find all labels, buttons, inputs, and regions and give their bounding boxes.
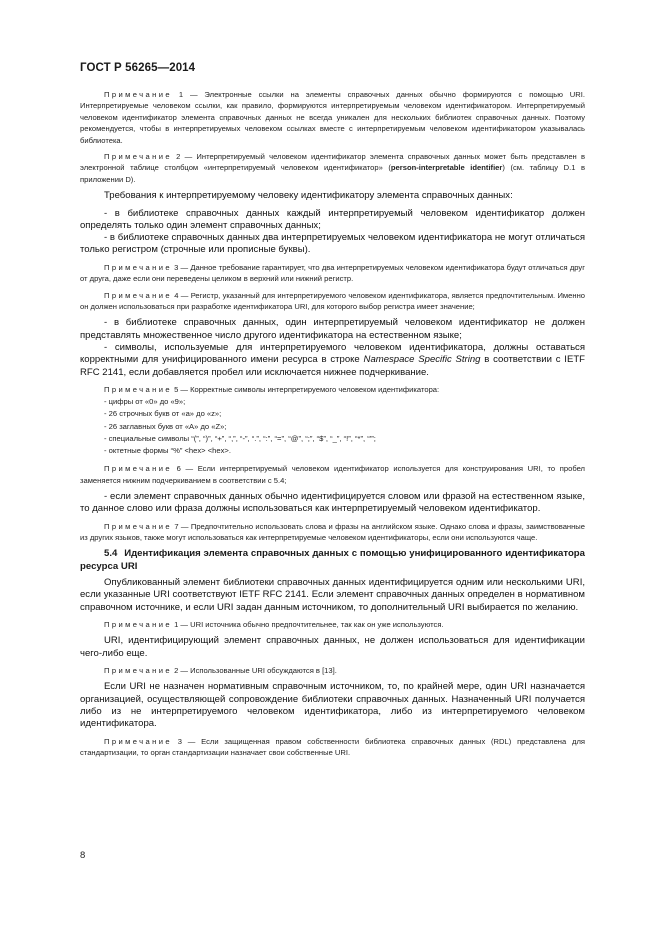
paragraph: URI, идентифицирующий элемент справочных данных, не должен использоваться для идентификации чего-либо еще. <box>80 635 585 659</box>
note-3 <box>80 262 585 285</box>
document-page <box>80 62 585 763</box>
note-label: Примечание <box>104 290 172 300</box>
note-label: Примечание <box>104 665 172 675</box>
paragraph: - в библиотеке справочных данных каждый интерпретируемый человеком идентификатор должен определять только один элемент справочных данных; <box>80 207 585 231</box>
list-item: - 26 заглавных букв от «A» до «Z»; <box>104 421 227 431</box>
note-2 <box>80 151 585 185</box>
note-label: Примечание <box>104 736 172 746</box>
note-text: 3 — Данное требование гарантирует, что два интерпретируемых человеком идентификатора будут отличаться друг от друга, даже если они переведены целиком в верхний или нижний регистр. <box>80 262 585 284</box>
note-text: 1 — Электронные ссылки на элементы справочных данных обычно формируются с помощью URI. Интерпретируемые человеком ссылки, как правило, формируются интерпретируемым человеком идентификатором. Интерпретируемый человеком идентификатор элемента справочных данных не всегда уникален для нескольких библиотек справочных данных. Поэтому рекомендуется, чтобы в интерпретируемых человеком ссылках вместе с интерпретируемым человеком идентификатором указывалась библиотека. <box>80 90 585 145</box>
note-label: Примечание <box>104 152 172 162</box>
paragraph: - в библиотеке справочных данных, один интерпретируемый человеком идентификатор не должен представлять множественное число другого идентификатора на естественном языке; <box>80 317 585 341</box>
note-text: 5 — Корректные символы интерпретируемого человеком идентификатора: <box>174 384 440 394</box>
note-5 <box>80 384 585 395</box>
paragraph: Опубликованный элемент библиотеки справочных данных идентифицируется одним или несколькими URI, если указанные URI соответствуют IETF RFC 2141. Если элемент справочных данных определен в нормативном справочном источнике, и если URI задан данным источником, то дополнительный URI выбирается по желанию. <box>80 577 585 613</box>
list-item: - специальные символы “(”, “)”, “+”, “,”, “-”, “.”, “:”, “=”, “@”, “;”, “$”, “_”, “!”, “*”, “'”; <box>104 433 376 443</box>
list-item: - цифры от «0» до «9»; <box>104 397 186 407</box>
note-label: Примечание <box>104 619 172 629</box>
note-label: Примечание <box>104 384 172 394</box>
paragraph: Если URI не назначен нормативным справочным источником, то, по крайней мере, один URI назначается организацией, осуществляющей сопровождение библиотеки справочных данных. Назначенный URI получается либо из не интерпретируемого человеком идентификатора, либо из интерпретируемого человеком идентификатора. <box>80 681 585 730</box>
italic-term: Namespace Specific String <box>363 354 481 366</box>
note-4 <box>80 290 585 313</box>
list-item: - 26 строчных букв от «а» до «z»; <box>104 409 222 419</box>
note-label: Примечание <box>104 464 172 474</box>
note-label: Примечание <box>104 262 172 272</box>
note-9 <box>80 665 585 676</box>
note-10 <box>80 736 585 759</box>
note-text: 2 — Интерпретируемый человеком идентификатор элемента справочных данных может быть представлен в электронной таблице столбцом «интерпретируемый человеком идентификатор» ( <box>80 152 585 173</box>
note-6 <box>80 463 585 486</box>
note-text: 1 — URI источника обычно предпочтительнее, так как он уже используются. <box>174 619 444 629</box>
note-text: ) (см. таблицу D.1 в приложении D). <box>80 163 585 184</box>
section-number: 5.4 <box>104 548 118 560</box>
note-8 <box>80 619 585 630</box>
note-text: 3 — Если защищенная правом собственности библиотека справочных данных (RDL) представлена для стандартизации, то орган стандартизации назначает свои собственные URI. <box>80 736 585 757</box>
paragraph-text: - символы, используемые для интерпретируемого человеком идентификатора, должны оставаться корректными для унифицированного имени ресурса в строке <box>80 341 585 366</box>
list-item: - октетные формы “%” <hex> <hex>. <box>104 446 231 456</box>
section-heading <box>80 548 585 573</box>
note-text: 2 — Использованные URI обсуждаются в [13]. <box>174 665 337 675</box>
paragraph-text: в соответствии с IETF RFC 2141, если добавляется пробел или исключается нижнее подчеркивание. <box>80 354 585 378</box>
note-1 <box>80 89 585 146</box>
document-header: ГОСТ Р 56265—2014 <box>80 62 196 74</box>
note-text: 4 — Регистр, указанный для интерпретируемого человеком идентификатора, является предпочтительным. Именно он должен использоваться при разработке идентификатора URI, для которого выбор регистра имеет значение; <box>80 290 585 311</box>
paragraph: - в библиотеке справочных данных два интерпретируемых человеком идентификатора не могут отличаться только регистром (строчные или прописные буквы). <box>80 232 585 256</box>
page-number: 8 <box>80 850 86 861</box>
note-label: Примечание <box>104 521 172 531</box>
english-term: person-interpretable identifier <box>390 163 503 173</box>
paragraph: Требования к интерпретируемому человеку идентификатору элемента справочных данных: <box>104 190 513 202</box>
section-title: Идентификация элемента справочных данных с помощью унифицированного идентификатора ресурса URI <box>80 548 585 572</box>
note-label: Примечание <box>104 90 172 99</box>
note-text: 7 — Предпочтительно использовать слова и фразы на английском языке. Однако слова и фразы, заимствованные из других языков, также могут использоваться как интерпретируемые человеком идентификаторы, если они используются чаще. <box>80 521 585 543</box>
paragraph: - если элемент справочных данных обычно идентифицируется словом или фразой на естественном языке, то данное слово или фраза должны использоваться как интерпретируемый человеком идентификатор. <box>80 491 585 515</box>
paragraph <box>80 342 585 379</box>
note-text: 6 — Если интерпретируемый человеком идентификатор используется для конструирования URI, то пробел заменяется нижним подчеркиванием в соответствии с 5.4; <box>80 464 585 485</box>
note-7 <box>80 521 585 544</box>
